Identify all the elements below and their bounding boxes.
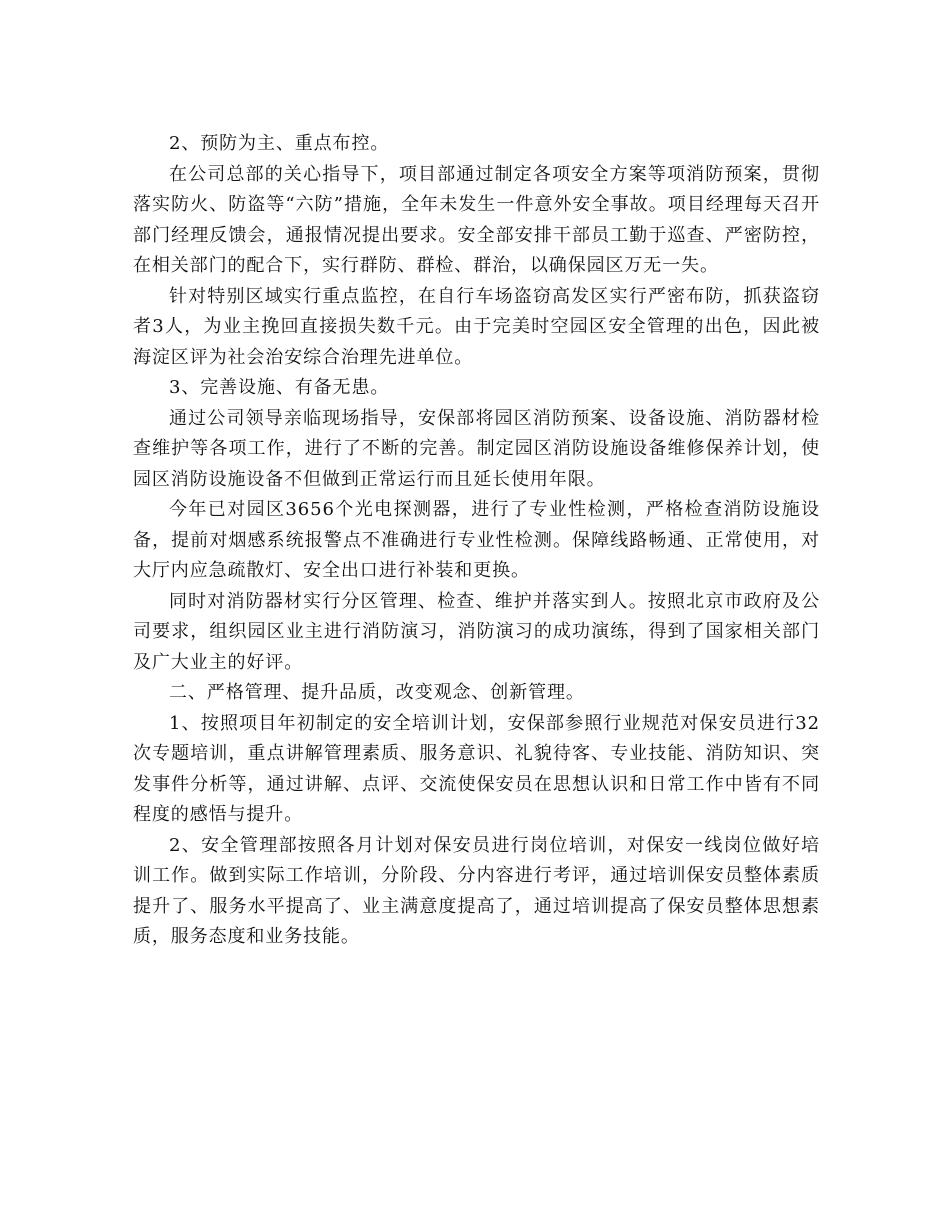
paragraph-training-plan: 1、按照项目年初制定的安全培训计划，安保部参照行业规范对保安员进行32次专题培训，重点讲解管理素质、服务意识、礼貌待客、专业技能、消防知识、突发事件分析等，通过讲解、点评、交流使保安员在思想认识和日常工作中皆有不同程度的感悟与提升。	[133, 712, 820, 825]
section-heading-strict-management: 二、严格管理、提升品质，改变观念、创新管理。	[169, 682, 585, 703]
paragraph-facilities: 通过公司领导亲临现场指导，安保部将园区消防预案、设备设施、消防器材检查维护等各项工作，进行了不断的完善。制定园区消防设施设备维修保养计划，使园区消防设施设备不但做到正常运行而且延长使用年限。	[133, 407, 820, 490]
paragraph-guidance: 在公司总部的关心指导下，项目部通过制定各项安全方案等项消防预案，贯彻落实防火、防盗等“六防”措施，全年未发生一件意外安全事故。项目经理每天召开部门经理反馈会，通报情况提出要求。安全部安排干部员工勤于巡查、严密防控，在相关部门的配合下，实行群防、群检、群治，以确保园区万无一失。	[133, 163, 820, 276]
paragraph-monitoring: 针对特别区域实行重点监控，在自行车场盗窃高发区实行严密布防，抓获盗窃者3人，为业主挽回直接损失数千元。由于完美时空园区安全管理的出色，因此被海淀区评为社会治安综合治理先进单位。	[133, 285, 820, 368]
section-heading-facilities: 3、完善设施、有备无患。	[169, 377, 390, 398]
paragraph-detectors: 今年已对园区3656个光电探测器，进行了专业性检测，严格检查消防设施设备，提前对烟感系统报警点不准确进行专业性检测。保障线路畅通、正常使用，对大厅内应急疏散灯、安全出口进行补装和更换。	[133, 499, 820, 581]
section-heading-prevention: 2、预防为主、重点布控。	[169, 133, 390, 154]
paragraph-equipment: 同时对消防器材实行分区管理、检查、维护并落实到人。按照北京市政府及公司要求，组织园区业主进行消防演习，消防演习的成功演练，得到了国家相关部门及广大业主的好评。	[133, 590, 820, 673]
paragraph-post-training: 2、安全管理部按照各月计划对保安员进行岗位培训，对保安一线岗位做好培训工作。做到实际工作培训，分阶段、分内容进行考评，通过培训保安员整体素质提升了、服务水平提高了、业主满意度提高了，通过培训提高了保安员整体思想素质，服务态度和业务技能。	[133, 834, 820, 947]
